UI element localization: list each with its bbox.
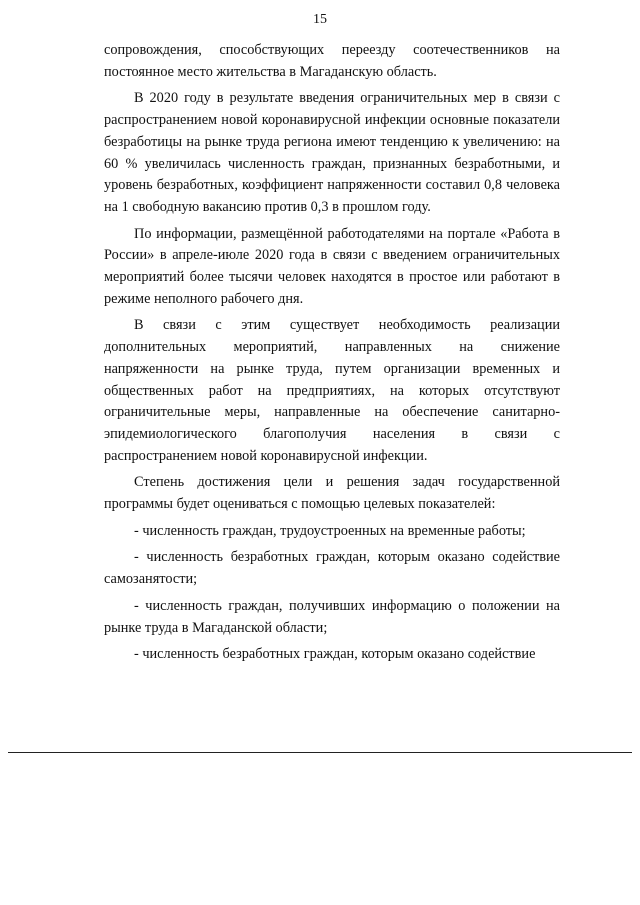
paragraph-1: сопровождения, способствующих переезду соотечественников на постоянное место жительства в Магаданскую область. <box>104 42 560 80</box>
indicator-item-3: - численность граждан, получивших информацию о положении на рынке труда в Магаданской области; <box>104 597 560 636</box>
footer-divider <box>8 752 632 753</box>
paragraph-4: В связи с этим существует необходимость реализации дополнительных мероприятий, направленных на снижение напряженности на рынке труда, путем организации временных и общественных работ на предприятиях, на которых отсутствуют ограничительные меры, направленные на обеспечение санитарно-эпидемиологического благополучия населения в связи с распространением новой коронавирусной инфекции. <box>104 317 560 464</box>
paragraph-3: По информации, размещённой работодателями на портале «Работа в России» в апреле-июле 2020 года в связи с введением ограничительных мероприятий более тысячи человек находятся в простое или работают в режиме неполного рабочего дня. <box>104 225 560 307</box>
page-number: 15 <box>313 12 327 27</box>
document-body <box>104 40 560 671</box>
indicator-item-4: - численность безработных граждан, которым оказано содействие <box>134 646 536 663</box>
indicator-item-2: - численность безработных граждан, которым оказано содействие самозанятости; <box>104 549 560 588</box>
indicator-item-1: - численность граждан, трудоустроенных на временные работы; <box>134 522 526 539</box>
paragraph-5: Степень достижения цели и решения задач государственной программы будет оцениваться с помощью целевых показателей: <box>104 474 560 513</box>
paragraph-2: В 2020 году в результате введения ограничительных мер в связи с распространением новой коронавирусной инфекции основные показатели безработицы на рынке труда региона имеют тенденцию к увеличению: на 60 % увеличилась численность граждан, признанных безработными, и уровень безработных, коэффициент напряженности составил 0,8 человека на 1 свободную вакансию против 0,3 в прошлом году. <box>104 90 560 215</box>
